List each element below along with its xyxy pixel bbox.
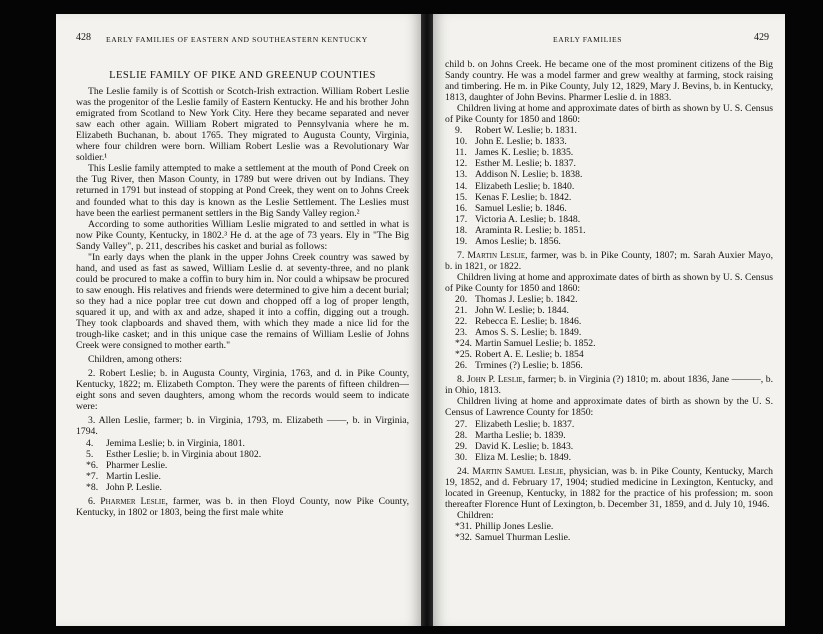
- entry-text: Phillip Jones Leslie.: [475, 520, 554, 532]
- children-list: [445, 521, 773, 543]
- entry-text: Jemima Leslie; b. in Virginia, 1801.: [106, 437, 245, 449]
- entry-number: 7.: [457, 249, 465, 261]
- entry-text: John P. Leslie.: [106, 481, 162, 493]
- entry-number: *6.: [86, 459, 99, 471]
- entry-text: Martha Leslie; b. 1839.: [475, 429, 566, 441]
- entry-number: 20.: [455, 293, 468, 305]
- paragraph: Children living at home and approximate dates of birth as shown by the U. S. Census of Lawrence County for 1850:: [445, 396, 773, 419]
- paragraph: According to some authorities William Leslie migrated to and settled in what is now Pike County, Kentucky, in 1802.³ He d. at the age of 73 years. Ely in "The Big Sandy Valley", p. 211, describes his casket and burial as follows:: [76, 218, 409, 252]
- paragraph: 2. Robert Leslie; b. in Augusta County, Virginia, 1763, and d. in Pike County, Kentucky, 1822; m. Elizabeth Compton. They were the parents of fifteen children—eight sons and seven daughters, among whom the records would seem to indicate were:: [76, 368, 409, 413]
- list-item: [445, 169, 773, 180]
- list-item: [76, 471, 409, 482]
- list-item: [445, 192, 773, 203]
- list-item: [76, 438, 409, 449]
- entry-number: 8.: [457, 374, 465, 386]
- entry-number: *8.: [86, 481, 99, 493]
- entry-text: Victoria A. Leslie; b. 1848.: [475, 213, 581, 225]
- entry-number: 12.: [455, 158, 468, 170]
- entry-number: 4.: [86, 437, 94, 449]
- paragraph: This Leslie family attempted to make a settlement at the mouth of Pond Creek on the Tug River, then Mason County, in 1789 but were driven out by Indians. They returned in 1791 but instead of stopping at Pond Creek, they went on to Johns Creek and founded what to this day is known as the Leslie Settlement. The Leslies must have been the earliest permanent settlers in the Big Sandy Valley region.²: [76, 163, 409, 219]
- section-title: LESLIE FAMILY OF PIKE AND GREENUP COUNTIES: [109, 70, 376, 81]
- list-item: [445, 441, 773, 452]
- list-item: [76, 449, 409, 460]
- entry-number: 6.: [88, 495, 96, 507]
- list-item: [445, 214, 773, 225]
- paragraph: [445, 374, 773, 396]
- entry-number: 10.: [455, 136, 468, 148]
- right-page: [433, 14, 785, 626]
- paragraph: child b. on Johns Creek. He became one of the most prominent citizens of the Big Sandy country. He was a model farmer and grew wealthy at farming, stock raising and timbering. He m. in Pike County, July 12, 1829, Mary J. Bevins, b. in Kentucky, 1813, daughter of John Bevins. Pharmer Leslie d. in 1883.: [445, 59, 773, 104]
- entry-number: 28.: [455, 429, 468, 441]
- left-body: [76, 70, 409, 518]
- entry-text: Esther M. Leslie; b. 1837.: [475, 158, 576, 170]
- entry-text: Samuel Leslie; b. 1846.: [475, 202, 567, 214]
- entry-number: 21.: [455, 305, 468, 317]
- list-item: [445, 349, 773, 360]
- entry-text: Trmines (?) Leslie; b. 1856.: [475, 360, 583, 372]
- entry-text: farmer; b. in Virginia (?) 1810; m. about 1836, Jane ———, b. in Ohio, 1813.: [445, 374, 774, 397]
- list-item: [445, 294, 773, 305]
- list-item: [445, 147, 773, 158]
- entry-number: 30.: [455, 451, 468, 463]
- entry-number: 24.: [457, 465, 470, 477]
- book-gutter: [421, 14, 433, 626]
- entry-text: Addison N. Leslie; b. 1838.: [475, 169, 583, 181]
- paragraph: [445, 250, 773, 272]
- list-item: [445, 225, 773, 236]
- entry-text: Kenas F. Leslie; b. 1842.: [475, 191, 572, 203]
- left-page: [56, 14, 421, 626]
- entry-text: Robert A. E. Leslie; b. 1854: [475, 349, 584, 361]
- person-name: Martin Samuel Leslie,: [472, 465, 566, 477]
- entry-text: John W. Leslie; b. 1844.: [475, 305, 569, 317]
- entry-number: 15.: [455, 191, 468, 203]
- list-item: [445, 327, 773, 338]
- paragraph: Children living at home and approximate dates of birth as shown by U. S. Census of Pike County for 1850 and 1860:: [445, 103, 773, 126]
- entry-number: 5.: [86, 448, 94, 460]
- entry-number: 16.: [455, 202, 468, 214]
- children-list: [445, 419, 773, 463]
- entry-number: 9.: [455, 125, 463, 137]
- entry-text: physician, was b. in Pike County, Kentucky, March 19, 1852, and d. February 17, 1904; studied medicine in Lexington, Kentucky, and located in Greenup, Kentucky, in 1882 for the practice of his profession; m. soon thereafter Florence Hunt of Lexington, b. December 31, 1859, and d. July 10, 1946.: [445, 465, 774, 510]
- list-item: [445, 360, 773, 371]
- entry-text: Elizabeth Leslie; b. 1840.: [475, 180, 575, 192]
- entry-number: 14.: [455, 180, 468, 192]
- list-item: [445, 452, 773, 463]
- entry-number: *7.: [86, 470, 99, 482]
- list-item: [445, 316, 773, 327]
- paragraph: Children living at home and approximate dates of birth as shown by U. S. Census of Pike County for 1850 and 1860:: [445, 271, 773, 294]
- entry-number: *32.: [455, 531, 472, 543]
- entry-text: Rebecca E. Leslie; b. 1846.: [475, 316, 582, 328]
- paragraph: Children, among others:: [88, 354, 182, 366]
- person-name: John P. Leslie,: [466, 374, 526, 386]
- paragraph: Children:: [457, 509, 494, 521]
- list-item: [76, 482, 409, 493]
- page-number-left: 428: [76, 32, 91, 43]
- entry-text: Robert W. Leslie; b. 1831.: [475, 125, 577, 137]
- children-list: [445, 125, 773, 247]
- list-item: [445, 305, 773, 316]
- entry-number: 22.: [455, 316, 468, 328]
- entry-number: 19.: [455, 235, 468, 247]
- entry-number: *31.: [455, 520, 472, 532]
- paragraph: [76, 496, 409, 518]
- entry-text: Araminta R. Leslie; b. 1851.: [475, 224, 586, 236]
- entry-number: *24.: [455, 338, 472, 350]
- list-item: [445, 125, 773, 136]
- list-item: [445, 521, 773, 532]
- entry-number: *25.: [455, 349, 472, 361]
- children-list: [76, 438, 409, 493]
- list-item: [76, 460, 409, 471]
- entry-text: farmer, was b. in Pike County, 1807; m. Sarah Auxier Mayo, b. in 1821, or 1822.: [445, 249, 773, 272]
- entry-text: Esther Leslie; b. in Virginia about 1802.: [106, 448, 262, 460]
- entry-text: Amos S. S. Leslie; b. 1849.: [475, 327, 582, 339]
- entry-number: 29.: [455, 440, 468, 452]
- entry-number: 11.: [455, 147, 467, 159]
- list-item: [445, 158, 773, 169]
- entry-text: Thomas J. Leslie; b. 1842.: [475, 293, 578, 305]
- entry-text: James K. Leslie; b. 1835.: [475, 147, 574, 159]
- entry-number: 18.: [455, 224, 468, 236]
- person-name: Pharmer Leslie,: [100, 495, 168, 507]
- entry-text: farmer, was b. in then Floyd County, now Pike County, Kentucky, in 1802 or 1803, being the first male white: [76, 495, 409, 518]
- entry-text: Elizabeth Leslie; b. 1837.: [475, 418, 575, 430]
- running-head-left: EARLY FAMILIES OF EASTERN AND SOUTHEASTERN KENTUCKY: [106, 35, 368, 44]
- paragraph: The Leslie family is of Scottish or Scotch-Irish extraction. William Robert Leslie was the progenitor of the Leslie family of Eastern Kentucky. He and his brother John emigrated from Scotland to New York City. Here they became separated and never saw each other again. William Robert migrated to Pennsylvania where he m. Elizabeth Buchanan, b. about 1765. They migrated to Augusta County, Virginia, where four children were born. William Robert Leslie was a Revolutionary War soldier.¹: [76, 86, 409, 164]
- entry-number: 23.: [455, 327, 468, 339]
- entry-number: 27.: [455, 418, 468, 430]
- paragraph: 3. Allen Leslie, farmer; b. in Virginia, 1793, m. Elizabeth ——, b. in Virginia, 1794.: [76, 415, 409, 438]
- page-number-right: 429: [754, 32, 769, 43]
- list-item: [445, 203, 773, 214]
- list-item: [445, 430, 773, 441]
- entry-text: John E. Leslie; b. 1833.: [475, 136, 567, 148]
- entry-text: Martin Leslie.: [106, 470, 161, 482]
- entry-text: David K. Leslie; b. 1843.: [475, 440, 574, 452]
- list-item: [445, 236, 773, 247]
- paragraph: [445, 466, 773, 510]
- list-item: [445, 532, 773, 543]
- entry-text: Pharmer Leslie.: [106, 459, 168, 471]
- list-item: [445, 136, 773, 147]
- right-body: [445, 59, 773, 543]
- list-item: [445, 419, 773, 430]
- list-item: [445, 338, 773, 349]
- running-head-right: EARLY FAMILIES: [553, 35, 623, 44]
- entry-text: Amos Leslie; b. 1856.: [475, 235, 561, 247]
- quotation: "In early days when the plank in the upper Johns Creek country was sawed by hand, and used as fast as sawed, William Leslie d. at seventy-three, and no plank could be procured to make a coffin to bury him in. Nor could a whipsaw be procured to saw enough. His relatives and friends were determined to give him a decent burial; so they had a nice poplar tree cut down and chopped off a log of proper length, squared it up, and with ax and adze, shaped it into a coffin, digging out a trough. They took clapboards and shaved them, with which they made a nice lid for the trough-like casket; and in this unique case the remains of William Leslie of Johns Creek were consigned to mother earth.": [76, 251, 409, 352]
- entry-number: 26.: [455, 360, 468, 372]
- person-name: Martin Leslie,: [467, 249, 528, 261]
- entry-text: Eliza M. Leslie; b. 1849.: [475, 451, 572, 463]
- children-list: [445, 294, 773, 371]
- entry-text: Martin Samuel Leslie; b. 1852.: [475, 338, 596, 350]
- entry-text: Samuel Thurman Leslie.: [475, 531, 571, 543]
- entry-number: 13.: [455, 169, 468, 181]
- list-item: [445, 181, 773, 192]
- entry-number: 17.: [455, 213, 468, 225]
